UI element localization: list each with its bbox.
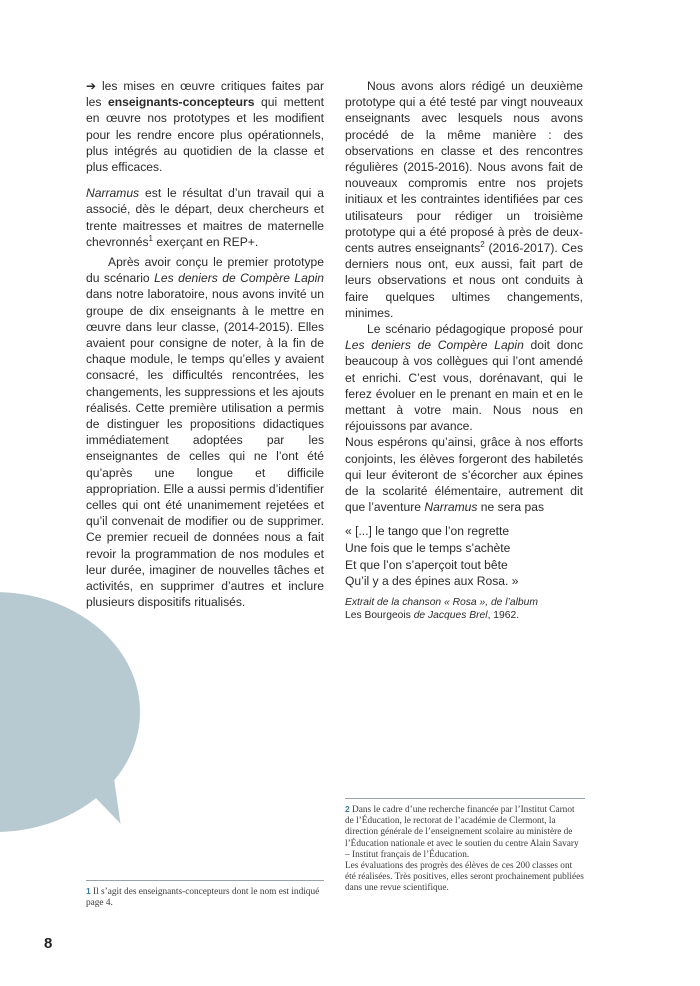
quote-line: Et que l’on s’aperçoit tout bête [345,557,508,572]
footnote-divider-2 [345,798,585,799]
speech-bubble-tail [76,766,130,833]
arrow-icon: ➔ [86,79,97,93]
footnote-ref-2: 2 [480,240,485,249]
paragraph-second-prototype: Nous avons alors rédigé un deuxième prototype qui a été testé par vingt nouveaux enseignants avec lesquels nous avons procédé de la même manière : des observations en classe et des rencontres régulières (2015-2016). Nous avons fait de nouveaux compromis entre nos projets initiaux et les contraintes identifiées par ces utilisateurs pour rédiger un troisième prototype qui a été proposé à près de deux-cents autres enseignants$^2$ (2016-2017). Ces derniers nous ont, eux aussi, fait part de leurs observations et nous ont conduits à faire quelques ultimes changements, minimes. [345,79,583,320]
quote-line: Une fois que le temps s’achète [345,541,511,556]
quote-line: Qu’il y a des épines aux Rosa. » [345,574,519,589]
footnote-2: 2 Dans le cadre d’une recherche financée par l’Institut Carnot de l’Éducation, le rectorat de l’académie de Clermont, la direction générale de l’enseignement scolaire au ministère de l’Éducation nationale et avec le soutien du centre Alain Savary – Institut français de l’Éducation. Les évaluations des progrès des élèves de ces 200 classes ont été réalisées. Très positives, elles seront prochainement publiées dans une revue scientifique. [345,804,584,894]
quote-line: « [...] le tango que l’on regrette [345,524,510,539]
left-column [86,78,324,611]
paragraph-intro: ➔ les mises en œuvre critiques faites par les enseignants-concepteurs qui mettent en œuvre nos prototypes et les modifient pour les rendre encore plus opérationnels, plus intégrés au quotidien de la classe et plus efficaces. [86,79,324,175]
footnote-divider-1 [86,880,324,881]
footnote-1: 1 Il s’agit des enseignants-concepteurs dont le nom est indiqué page 4. [86,886,320,909]
page-number: 8 [44,935,53,952]
right-column [345,78,583,622]
quote-credit: Extrait de la chanson « Rosa », de l’album Les Bourgeois de Jacques Brel, 1962. [345,596,538,621]
paragraph-scenario: Le scénario pédagogique proposé pour Les deniers de Compère Lapin doit donc beaucoup à vos collègues qui l’ont amendé et enrichi. C’est vous, dorénavant, qui le ferez évoluer en le prenant en main et en le mettant à votre main. Nous nous en réjouissons par avance. [345,322,583,434]
paragraph-narramus: Narramus est le résultat d’un travail qui a associé, dès le départ, deux chercheurs et trente maitresses et maitres de maternelle chevronnés$^1$ exerçant en REP+. [86,186,324,249]
footnote-ref-1: 1 [148,233,153,243]
song-quote [345,523,583,589]
paragraph-prototype: Après avoir conçu le premier prototype du scénario Les deniers de Compère Lapin dans notre laboratoire, nous avons invité un groupe de dix enseignants à le mettre en œuvre dans leur classe, (2014-2015). Elles avaient pour consigne de noter, à la fin de chaque module, le temps qu’elles y avaient consacré, les difficultés rencontrées, les changements, les suppressions et les ajouts réalisés. Cette première utilisation a permis de distinguer les propositions didactiques immédiatement adoptées par les enseignantes de celles qui ne l’ont été qu’après une longue et difficile appropriation. Elle a aussi permis d’identifier celles qui ont été unanimement rejetées et qu’il convenait de modifier ou de supprimer. Ce premier recueil de données nous a fait revoir la programmation de nos modules et leur durée, imaginer de nouvelles tâches et activités, en supprimer d’autres et inclure plusieurs dispositifs ritualisés. [86,255,324,610]
paragraph-hope: Nous espérons qu’ainsi, grâce à nos efforts conjoints, les élèves forgeront des habiletés qui leur éviteront de s’écorcher aux épines de la scolarité élémentaire, autrement dit que l’aventure Narramus ne sera pas [345,435,583,515]
